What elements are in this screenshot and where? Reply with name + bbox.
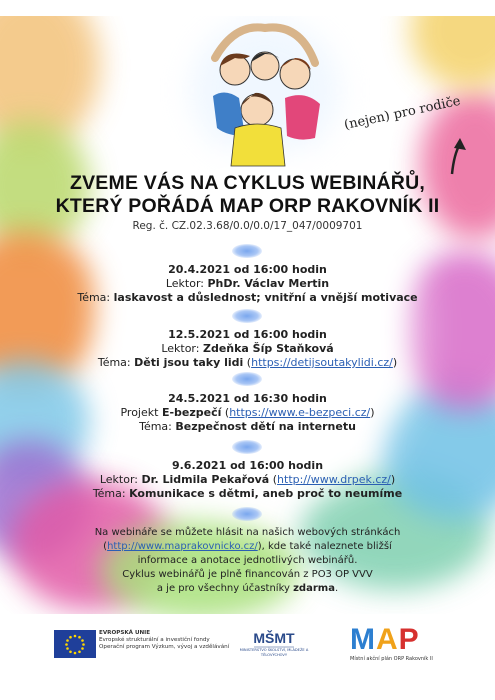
separator-dot (232, 244, 262, 258)
separator-dot (232, 507, 262, 521)
family-illustration-icon (205, 18, 325, 168)
info-line-1: Na webináře se můžete hlásit na našich webových stránkách (94, 527, 401, 538)
msmt-logo-icon (244, 625, 304, 665)
event-3-link[interactable]: https://www.e-bezpeci.cz/ (229, 406, 371, 419)
separator-dot (232, 372, 262, 386)
map-website-link[interactable]: http://www.maprakovnicko.cz/ (107, 541, 258, 552)
map-logo: MAP (350, 623, 420, 656)
event-2-lecturer: Lektor: Zdeňka Šíp Staňková (161, 342, 334, 355)
info-line-4: Cyklus webinářů je plně financován z PO3 OP VVV (122, 569, 373, 580)
event-2-topic: Téma: Děti jsou taky lidi (https://detijsoutakylidi.cz/) (97, 356, 398, 369)
info-line-3: informace a anotace jednotlivých webinářů. (137, 555, 358, 566)
event-2-link[interactable]: https://detijsoutakylidi.cz/ (251, 356, 393, 369)
registration-number: Reg. č. CZ.02.3.68/0.0/0.0/17_047/0009701 (132, 220, 363, 232)
eu-funding-text: EVROPSKÁ UNIE Evropské strukturální a investiční fondy Operační program Výzkum, vývoj a vzdělávání (99, 630, 230, 650)
msmt-text: MINISTERSTVO ŠKOLSTVÍ, MLÁDEŽE A TĚLOVÝCHOVY (239, 648, 309, 657)
event-1-date: 20.4.2021 od 16:00 hodin (168, 263, 327, 276)
separator-dot (232, 440, 262, 454)
title-line-2: KTERÝ POŘÁDÁ MAP ORP RAKOVNÍK II (55, 195, 440, 217)
event-4-date: 9.6.2021 od 16:00 hodin (171, 459, 324, 472)
svg-text:MŠMT: MŠMT (253, 630, 295, 646)
separator-dot (232, 309, 262, 323)
info-line-5: a je pro všechny účastníky zdarma. (156, 583, 339, 594)
title-line-1: ZVEME VÁS NA CYKLUS WEBINÁŘŮ, (69, 172, 425, 194)
event-3-date: 24.5.2021 od 16:30 hodin (168, 392, 327, 405)
event-3-project: Projekt E-bezpečí (https://www.e-bezpeci.cz/) (120, 406, 375, 419)
event-1-lecturer: Lektor: PhDr. Václav Mertin (165, 277, 330, 290)
event-4-lecturer: Lektor: Dr. Lidmila Pekařová (http://www.drpek.cz/) (99, 473, 396, 486)
event-4-link[interactable]: http://www.drpek.cz/ (277, 473, 391, 486)
event-4-topic: Téma: Komunikace s dětmi, aneb proč to neumíme (92, 487, 403, 500)
event-3-topic: Téma: Bezpečnost dětí na internetu (139, 420, 356, 433)
info-line-2: (http://www.maprakovnicko.cz/), kde také naleznete bližší (103, 541, 392, 552)
event-2-date: 12.5.2021 od 16:00 hodin (168, 328, 327, 341)
event-1-topic: Téma: laskavost a důslednost; vnitřní a vnější motivace (77, 291, 418, 304)
map-subtitle: Místní akční plán ORP Rakovník II (350, 656, 433, 662)
curved-arrow-icon (446, 136, 470, 176)
target-audience-note: (nejen) pro rodiče (342, 93, 462, 133)
eu-flag-icon (54, 630, 96, 658)
